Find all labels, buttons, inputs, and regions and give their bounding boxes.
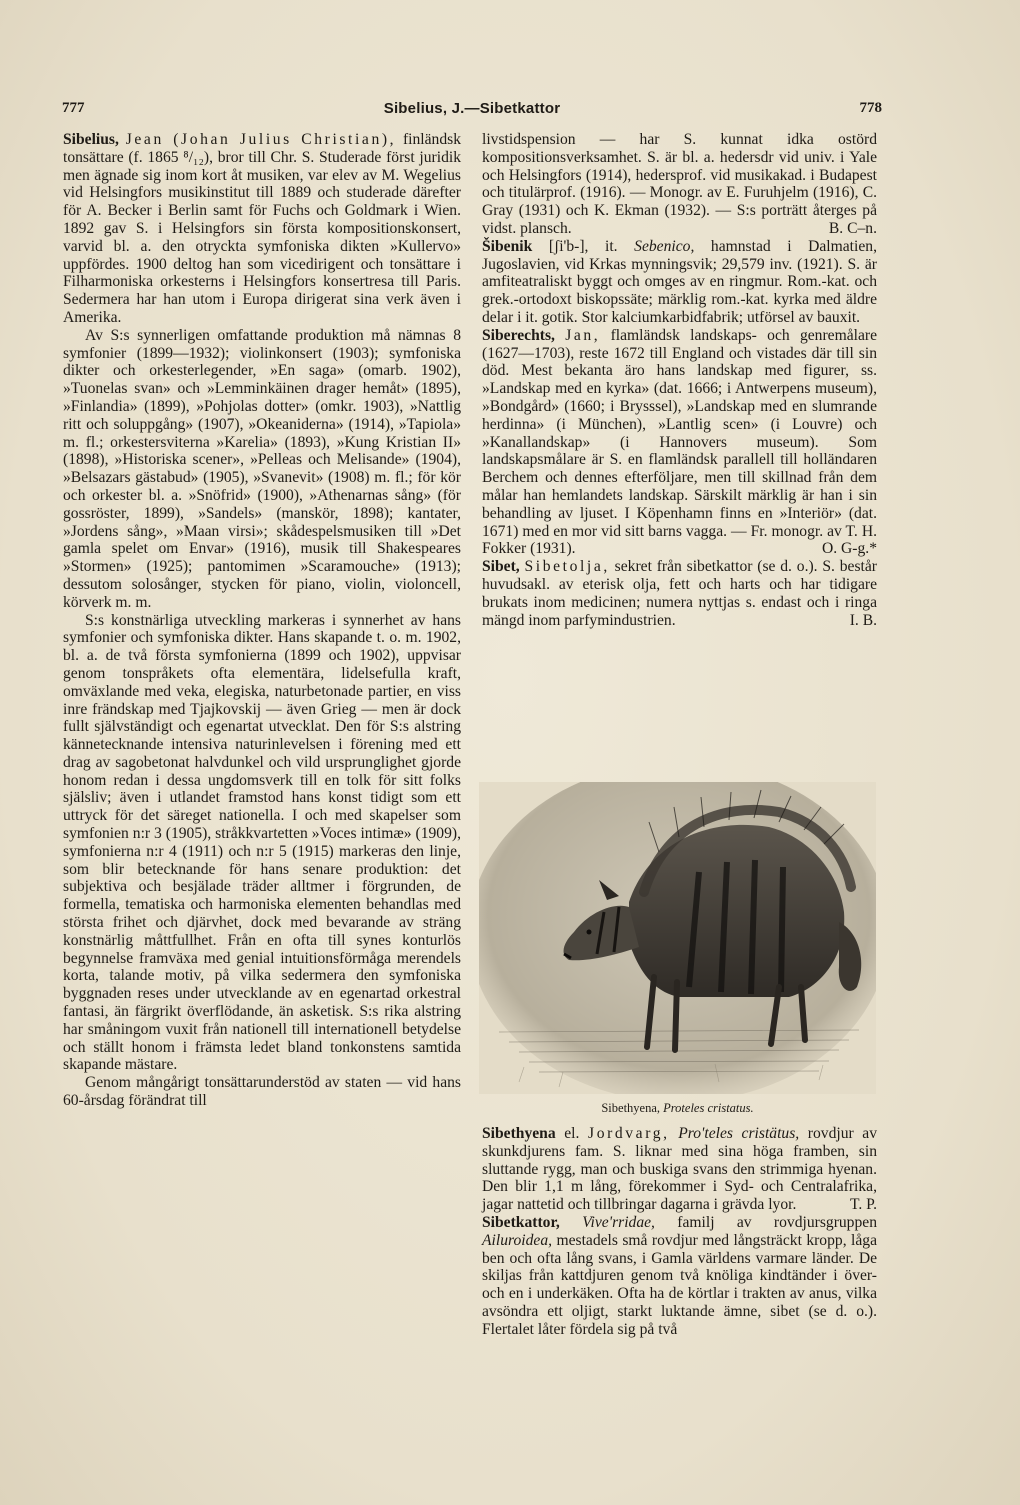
entry-sibelius: [63, 131, 461, 327]
entry-sibetkattor: [482, 1214, 877, 1339]
headword: Šibenik: [482, 237, 533, 255]
page-number-left: 777: [62, 100, 85, 116]
figure-caption: [479, 1101, 876, 1116]
headword: Sibet,: [482, 558, 520, 576]
caption-text: Sibethyena,: [601, 1101, 661, 1115]
entry-sibet: [482, 558, 877, 629]
headword: Sibethyena: [482, 1125, 556, 1142]
right-column: [482, 131, 877, 629]
latin-name: Ailuroidea,: [482, 1231, 553, 1249]
headword: Siberechts,: [482, 326, 555, 344]
entry-sibethyena: [482, 1125, 877, 1214]
headword: Sibetkattor,: [482, 1213, 560, 1231]
author-signature: B. C–n.: [828, 219, 877, 237]
spaced-name: Jean (Johan Julius Christian),: [125, 131, 397, 148]
page-header: [62, 100, 882, 124]
entry-text: livstidspension — har S. kunnat idka ostörd kompositionsverksamhet. S. är bl. a. hedersdr vid univ. i Yale och Helsingfors (1914), hedersprof. vid musikakad. i Budapest och titulärprof. (1916). — Monogr. av E. Furuhjelm (1916), C. Gray (1931) och K. Ekman (1932). — S:s porträtt återges på vidst. plansch.: [482, 131, 877, 237]
conjunction: el.: [564, 1125, 580, 1142]
entry-text: sekret från sibetkattor (se d. o.). S. består huvudsakl. av eterisk olja, fett och harts och har tidigare brukats inom medicinen; numera nyttjas s. endast och i ringa mängd inom parfymindustrien.: [482, 558, 877, 629]
author-signature: I. B.: [849, 611, 877, 629]
left-column: [63, 131, 461, 1110]
spaced-name: Sibetolja,: [524, 558, 610, 576]
entry-sibenik: [482, 238, 877, 327]
alt-name: Sebenico,: [634, 237, 695, 255]
author-signature: T. P.: [849, 1196, 877, 1214]
latin-name: Vive'rridae,: [582, 1213, 655, 1231]
running-head: Sibelius, J.—Sibetkattor: [383, 100, 561, 117]
entry-text: hamnstad i Dalmatien, Jugoslavien, vid Krkas mynningsvik; 29,579 inv. (1921). S. är amfiteatraliskt byggt och omges av en ringmur. Rom.-kat. och grek.-ortodoxt biskopssäte; märklig rom.-kat. kyrka med äldre delar i it. gotik. Stor kalciumkarbidfabrik; utförsel av bauxit.: [482, 237, 877, 326]
entry-text: mestadels små rovdjur med långsträckt kropp, låga ben och ofta lång svans, i Gamla världens varmare länder. De skiljas från kattdjuren genom två knöliga kindtänder i över- och en i underkäken. Ofta ha de körtlar i trakten av anus, vilka avsöndra ett oljigt, starkt luktande ämne, sibet (se d. o.). Flertalet låter fördela sig på två: [482, 1231, 877, 1338]
aardwolf-illustration: [479, 782, 876, 1094]
pronunciation: [ʃi'b-],: [548, 237, 589, 255]
entry-text: flamländsk landskaps- och genremålare (1627—1703), reste 1672 till England och vistades där till sin död. Mest bekanta äro hans landskap med figurer, ss. »Landskap med en kyrka» (dat. 1666; i Antwerpens museum), »Bondgård» (1660; i Brysssel), »Landskap med en slumrande herdinna» (i München), »Lantlig scen» (i Louvre) och »Kanallandskap» (i Hannovers museum). Som landskapsmålare är S. en flamländsk parallell till holländaren Berchem och dennes efterföljare, men till skillnad från dem målar han hemlandets landskap. Särskilt märklig är han i sin behandling av ljuset. I Köpenhamn finns en »Interiör» (dat. 1671) med en mor vid sitt barns vagga. — Fr. monogr. av T. H. Fokker (1931).: [482, 326, 878, 558]
right-column-lower: [482, 1125, 877, 1339]
paragraph-continuation: [482, 131, 877, 238]
spaced-name: Jordvarg,: [588, 1125, 670, 1142]
entry-text: rovdjur av skunkdjurens fam. S. liknar med sina höga framben, sin sluttande rygg, man och buskiga svans den strimmiga hyenan. Den blir 1,1 m lång, förekommer i Syd- och Centralafrika, jagar nattetid och tillbringar dagarna i grävda lyor.: [482, 1125, 878, 1214]
spaced-name: Jan,: [565, 326, 601, 344]
paragraph: Genom mångårigt tonsättarunderstöd av staten — vid hans 60-årsdag förändrat till: [63, 1074, 461, 1110]
entry-text: familj av rovdjursgruppen: [677, 1213, 877, 1231]
paragraph: Av S:s synnerligen omfattande produktion må nämnas 8 symfonier (1899—1932); violinkonsert (1903); symfoniska dikter och orkesterlegender, »En saga» (omarb. 1902), »Tuonelas svan» och »Lemminkäinen drager hemåt» (1895), »Finlandia» (1899), »Pohjolas dotter» (omkr. 1903), »Nattlig ritt och soluppgång» (1907), »Okeaniderna» (1914), »Tapiola» m. fl.; orkestersviterna »Karelia» (1893), »Kung Kristian II» (1898), »Historiska scener», »Pelleas och Melisande» (1904), »Belsazars gästabud» (1905), »Svanevit» (1908) m. fl.; för kör och orkester bl. a. »Snöfrid» (1900), »Athenarnas sång» (för gossröster, 1899), »Sandels» (manskör, 1898); kantater, »Jordens sång», »Maan virsi»; skådespelsmusiken till »Det gamla spelet om Envar» (1916), musik till Shakespeares »Stormen» (1925); pantomimen »Scaramouche» (1913); dessutom solosånger, stycken för piano, violin, violoncell, körverk m. m.: [63, 326, 461, 611]
entry-siberechts: [482, 327, 877, 558]
entry-text: finländsk tonsättare (f. 1865 ⁸/₁₂), bror till Chr. S. Studerade först juridik men ägnade sig inom kort åt musiken, var elev av M. Wegelius vid Helsingfors musikinstitut till 1889 och studerade därefter för A. Becker i Berlin samt för Fuchs och Goldmark i Wien. 1892 gav S. i Helsingfors sin första kompositionskonsert, varvid bl. a. den otryckta symfoniska dikten »Kullervo» uppfördes. 1900 deltog han som vicedirigent och tonsättare i Filharmoniska orkesterns i Helsingfors konsertresa till Paris. Sedermera har han utom i Europa dirigerat sina verk även i Amerika.: [63, 131, 462, 326]
author-signature: O. G-g.*: [821, 540, 877, 558]
caption-latin: Proteles cristatus.: [663, 1101, 754, 1115]
page-number-right: 778: [859, 100, 882, 116]
language-abbrev: it.: [605, 237, 618, 255]
paragraph: S:s konstnärliga utveckling markeras i synnerhet av hans symfonier och symfoniska dikter. Hans skapande t. o. m. 1902, bl. a. de två första symfonierna (1899 och 1902), uppvisar genom tonspråkets ofta elementära, lidelsefulla kraft, omväxlande med veka, elegiska, naturbetonade partier, en viss inre frändskap med Tjajkovskij — även Grieg — men är dock fullt självständigt och egenartat utvecklat. Den för S:s alstring kännetecknande intensiva naturinlevelsen i förening med ett drag av sagobetonat halvdunkel och vild ursprunglighet gjorde honom redan i dessa ungdomsverk till en tolk för sitt folks själsliv; även i utlandet framstod hans konst tidigt som ett uttryck för det säreget nationella. I och med skapelser som symfonien n:r 3 (1905), stråkkvartetten »Voces intimæ» (1909), symfonierna n:r 4 (1911) och n:r 5 (1915) markeras den linje, som blir betecknande för hans senare produktion: det subjektiva och besjälade träder alltmer i förgrunden, de formella, tematiska och harmoniska elementen behandlas med största frihet och djärvhet, dock med bevarande av sträng konstnärlig måttfullhet. Från en ofta till synes konturlös begynnelse framväxa med genial intuitionsförmåga merendels korta, talande motiv, på vilka sedermera den symfoniska byggnaden reses under utvecklande av en egenartad orkestral fantasi, än färgrikt överflödande, än asketisk. S:s rika alstring har småningom vuxit från nationell till internationell betydelse och ställt honom i främsta ledet bland tonkonstens samtida skapande mästare.: [63, 611, 461, 1074]
headword: Sibelius,: [63, 131, 119, 148]
aardwolf-drawing: [479, 782, 876, 1094]
latin-name: Pro'teles cristätus,: [678, 1125, 800, 1142]
